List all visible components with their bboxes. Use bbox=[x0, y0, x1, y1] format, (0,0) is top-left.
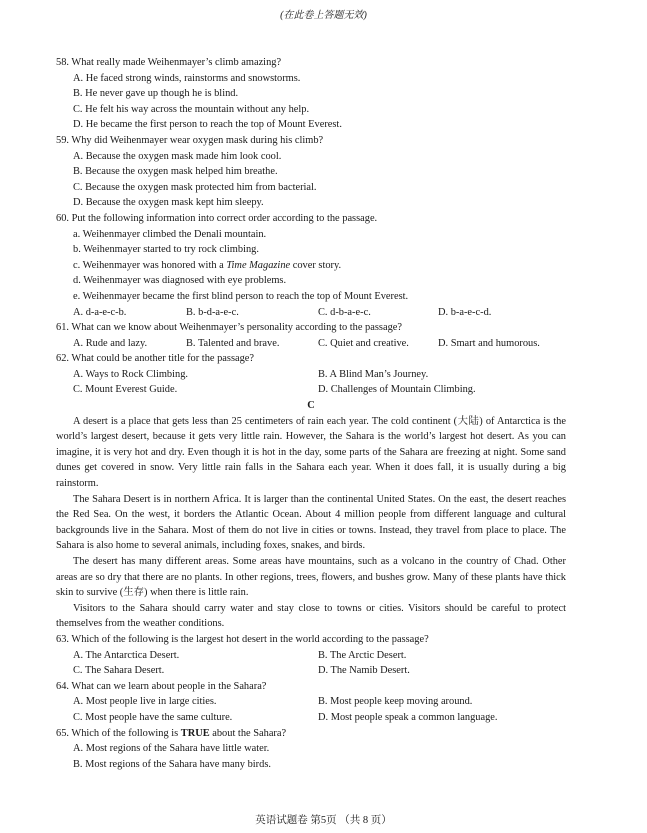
question-64-option-b: B. Most people keep moving around. bbox=[318, 696, 473, 708]
question-61-stem: 61. What can we know about Weihenmayer’s personality according to the passage? bbox=[56, 322, 402, 334]
question-61-option-c: C. Quiet and creative. bbox=[318, 337, 409, 349]
question-64-options-row2 bbox=[56, 710, 566, 726]
question-60-item-e: e. Weihenmayer became the first blind person to reach the top of Mount Everest. bbox=[73, 290, 409, 302]
question-61-option-a: A. Rude and lazy. bbox=[73, 337, 148, 349]
question-64-option-c: C. Most people have the same culture. bbox=[73, 711, 233, 723]
question-60-item-d: d. Weihenmayer was diagnosed with eye problems. bbox=[73, 275, 287, 287]
question-63-option-d: D. The Namib Desert. bbox=[318, 665, 410, 677]
question-62-options-row1 bbox=[56, 367, 566, 383]
question-65-option-b: B. Most regions of the Sahara have many birds. bbox=[73, 758, 271, 770]
question-60-item-b: b. Weihenmayer started to try rock climbing. bbox=[73, 244, 259, 256]
question-61-option-b: B. Talented and brave. bbox=[186, 337, 280, 349]
page-footer: 英语试题卷 第5页 （共 8 页） bbox=[255, 815, 392, 826]
question-64-stem: 64. What can we learn about people in the Sahara? bbox=[56, 680, 267, 692]
passage-paragraph-3: The desert has many different areas. Some areas have mountains, such as a volcano in the country of Chad. Other areas are so dry that there are no plants. In other regions, trees, flowers, and bushes grow. Many of these plants have thick skin to survive (生存) when there is little rain. bbox=[56, 556, 566, 599]
question-63-options-row2 bbox=[56, 663, 566, 679]
question-59-stem: 59. Why did Weihenmayer wear oxygen mask during his climb? bbox=[56, 134, 324, 146]
question-60-item-c bbox=[56, 258, 566, 274]
question-58-option-c: C. He felt his way across the mountain without any help. bbox=[73, 103, 310, 115]
question-58-option-b: B. He never gave up though he is blind. bbox=[73, 88, 239, 100]
passage-paragraph-2: The Sahara Desert is in northern Africa. It is larger than the continental United States. On the east, the desert reaches the Red Sea. On the west, it borders the Atlantic Ocean. About 4 million people from different language and cultural backgrounds live in the Sahara. Most of them do not live in cities or towns. Instead, they travel from place to place. The Sahara is also home to several animals, including foxes, snakes, and birds. bbox=[56, 493, 566, 552]
question-63-option-a: A. The Antarctica Desert. bbox=[73, 649, 180, 661]
question-60-option-c: C. d-b-a-e-c. bbox=[318, 306, 371, 318]
magazine-title: Time Magazine bbox=[226, 259, 291, 271]
page-header: (在此卷上答题无效) bbox=[280, 10, 367, 21]
question-62-option-a: A. Ways to Rock Climbing. bbox=[73, 368, 189, 380]
question-59-option-d: D. Because the oxygen mask kept him sleepy. bbox=[73, 197, 264, 209]
question-63-options-row1 bbox=[56, 648, 566, 664]
question-58-option-d: D. He became the first person to reach the top of Mount Everest. bbox=[73, 119, 342, 131]
passage-paragraph-1: A desert is a place that gets less than 25 centimeters of rain each year. The cold continent (大陆) of Antarctica is the world’s largest desert, because it gets very little rain. However, the Sahara is the world’s largest hot desert. As you can imagine, it is very hot and dry. Even though it is hot in the day, some parts of the Sahara are freezing at night. Some sand dunes get covered in snow. Very little rain falls in the Sahara each year. When it does fall, it is usually during a big rainstorm. bbox=[56, 415, 566, 490]
question-61-options bbox=[56, 336, 566, 352]
section-c-heading: C bbox=[307, 400, 315, 412]
question-61-option-d: D. Smart and humorous. bbox=[438, 337, 540, 349]
item-c-text-post: cover story. bbox=[290, 259, 342, 271]
question-58-stem: 58. What really made Weihenmayer’s climb amazing? bbox=[56, 57, 282, 68]
question-65-stem bbox=[56, 726, 566, 742]
question-64-option-d: D. Most people speak a common language. bbox=[318, 711, 498, 723]
question-62-option-b: B. A Blind Man’s Journey. bbox=[318, 368, 429, 380]
question-58-option-a: A. He faced strong winds, rainstorms and snowstorms. bbox=[73, 72, 301, 84]
question-60-option-a: A. d-a-e-c-b. bbox=[73, 306, 127, 318]
question-62-option-c: C. Mount Everest Guide. bbox=[73, 384, 178, 396]
exam-content bbox=[56, 55, 566, 772]
question-60-option-d: D. b-a-e-c-d. bbox=[438, 306, 492, 318]
question-59-option-a: A. Because the oxygen mask made him look cool. bbox=[73, 150, 282, 162]
question-63-option-c: C. The Sahara Desert. bbox=[73, 665, 165, 677]
passage-paragraph-4: Visitors to the Sahara should carry water and stay close to towns or cities. Visitors should be careful to protect themselves from the weather conditions. bbox=[56, 602, 566, 630]
question-64-options-row1 bbox=[56, 694, 566, 710]
question-59-option-b: B. Because the oxygen mask helped him breathe. bbox=[73, 166, 278, 178]
q65-stem-post: about the Sahara? bbox=[209, 727, 287, 739]
question-62-option-d: D. Challenges of Mountain Climbing. bbox=[318, 384, 476, 396]
q65-stem-bold: TRUE bbox=[180, 727, 210, 739]
question-62-stem: 62. What could be another title for the passage? bbox=[56, 353, 255, 365]
question-60-stem: 60. Put the following information into correct order according to the passage. bbox=[56, 212, 378, 224]
item-c-text-pre: c. Weihenmayer was honored with a bbox=[73, 259, 227, 271]
question-60-option-b: B. b-d-a-e-c. bbox=[186, 306, 239, 318]
question-63-option-b: B. The Arctic Desert. bbox=[318, 649, 407, 661]
question-59-option-c: C. Because the oxygen mask protected him from bacterial. bbox=[73, 181, 317, 193]
question-64-option-a: A. Most people live in large cities. bbox=[73, 696, 217, 708]
question-60-options bbox=[56, 305, 566, 321]
question-63-stem: 63. Which of the following is the largest hot desert in the world according to the passage? bbox=[56, 633, 429, 645]
q65-stem-pre: 65. Which of the following is bbox=[56, 727, 181, 739]
question-62-options-row2 bbox=[56, 382, 566, 398]
question-60-item-a: a. Weihenmayer climbed the Denali mountain. bbox=[73, 228, 267, 240]
question-65-option-a: A. Most regions of the Sahara have little water. bbox=[73, 743, 270, 755]
